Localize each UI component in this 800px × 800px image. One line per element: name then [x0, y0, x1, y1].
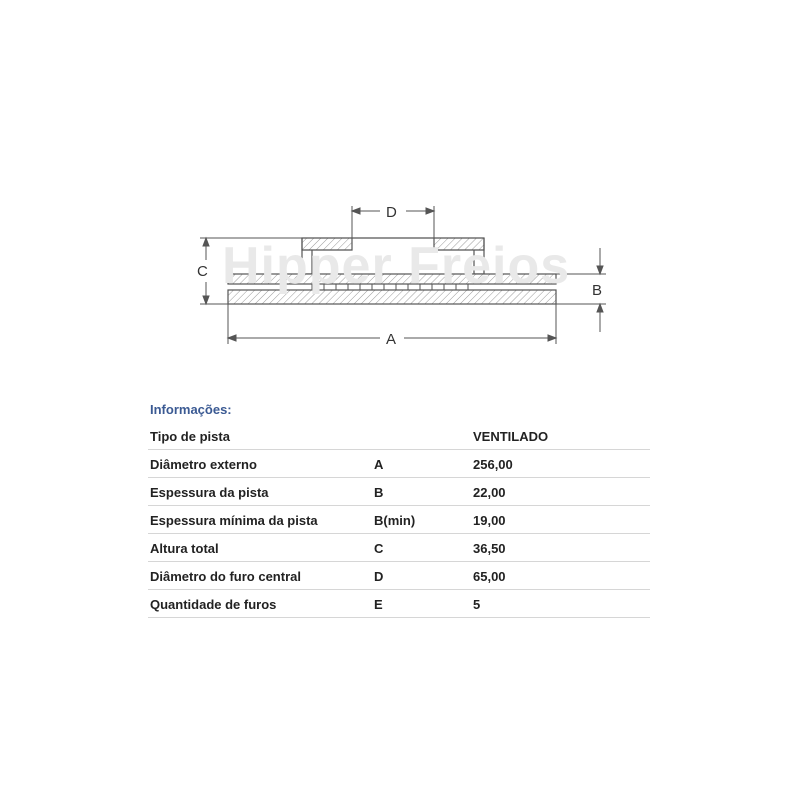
- dimension-c-label: C: [197, 263, 208, 280]
- spec-code: C: [374, 541, 384, 556]
- spec-label: Diâmetro externo: [150, 457, 257, 472]
- spec-value: 5: [473, 597, 481, 612]
- table-row: [148, 562, 650, 590]
- spec-label: Altura total: [150, 541, 219, 556]
- spec-value: VENTILADO: [473, 429, 549, 444]
- table-row: [148, 478, 650, 506]
- spec-label: Tipo de pista: [150, 429, 230, 444]
- spec-code: E: [374, 597, 383, 612]
- spec-code: D: [374, 569, 384, 584]
- spec-value: 22,00: [473, 485, 506, 500]
- table-row: [148, 534, 650, 562]
- dimension-b-label: B: [592, 282, 603, 299]
- info-title: Informações:: [150, 402, 232, 417]
- spec-table: [148, 422, 650, 618]
- table-row: [148, 422, 650, 450]
- brake-disc-diagram: [0, 0, 800, 390]
- dimension-d-label: D: [386, 204, 397, 221]
- spec-label: Quantidade de furos: [150, 597, 277, 612]
- spec-label: Diâmetro do furo central: [150, 569, 301, 584]
- spec-label: Espessura da pista: [150, 485, 269, 500]
- table-row: [148, 506, 650, 534]
- dimension-a-label: A: [386, 331, 397, 348]
- spec-value: 36,50: [473, 541, 506, 556]
- spec-code: A: [374, 457, 384, 472]
- watermark-logo: Hipper Freios: [222, 237, 571, 295]
- spec-label: Espessura mínima da pista: [150, 513, 318, 528]
- spec-value: 65,00: [473, 569, 506, 584]
- table-row: [148, 590, 650, 618]
- spec-value: 256,00: [473, 457, 513, 472]
- table-row: [148, 450, 650, 478]
- spec-code: B: [374, 485, 384, 500]
- spec-value: 19,00: [473, 513, 506, 528]
- spec-code: B(min): [374, 513, 416, 528]
